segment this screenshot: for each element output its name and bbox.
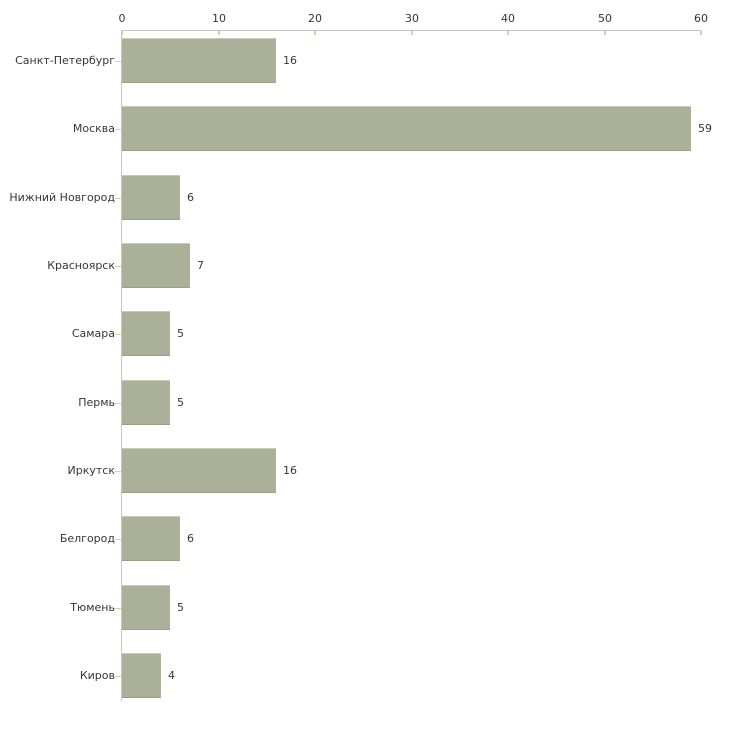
- x-axis-tick: [604, 31, 606, 35]
- bar-value-label: 6: [187, 191, 194, 204]
- x-axis-tick-label: 60: [694, 12, 708, 25]
- x-axis-tick: [507, 31, 509, 35]
- bar-value-label: 6: [187, 532, 194, 545]
- bar: [122, 380, 170, 425]
- category-label: Иркутск: [67, 464, 115, 477]
- x-axis-tick-label: 40: [501, 12, 515, 25]
- category-label: Санкт-Петербург: [15, 54, 115, 67]
- bar-value-label: 16: [283, 464, 297, 477]
- x-axis-tick-label: 20: [308, 12, 322, 25]
- bar-value-label: 5: [177, 601, 184, 614]
- y-axis-tick: [115, 198, 121, 199]
- bar: [122, 653, 161, 698]
- y-axis-tick: [115, 334, 121, 335]
- bar: [122, 311, 170, 356]
- category-label: Самара: [71, 327, 115, 340]
- x-axis-tick: [314, 31, 316, 35]
- x-axis-tick: [121, 31, 123, 35]
- bar: [122, 243, 190, 288]
- x-axis-tick: [700, 31, 702, 35]
- bar: [122, 38, 276, 83]
- bar: [122, 516, 180, 561]
- y-axis-tick: [115, 61, 121, 62]
- y-axis-tick: [115, 403, 121, 404]
- x-axis-tick-label: 50: [598, 12, 612, 25]
- bar-value-label: 7: [197, 259, 204, 272]
- bar: [122, 175, 180, 220]
- bar-value-label: 4: [168, 669, 175, 682]
- bar-value-label: 16: [283, 54, 297, 67]
- category-label: Белгород: [59, 532, 115, 545]
- category-label: Киров: [79, 669, 115, 682]
- x-axis-tick-label: 10: [212, 12, 226, 25]
- y-axis-tick: [115, 129, 121, 130]
- category-label: Красноярск: [47, 259, 115, 272]
- category-label: Пермь: [78, 396, 115, 409]
- x-axis-tick: [411, 31, 413, 35]
- category-label: Нижний Новгород: [9, 191, 115, 204]
- bar: [122, 585, 170, 630]
- bar-value-label: 5: [177, 327, 184, 340]
- y-axis-tick: [115, 266, 121, 267]
- category-label: Тюмень: [70, 601, 115, 614]
- y-axis-tick: [115, 608, 121, 609]
- bar-value-label: 59: [698, 122, 712, 135]
- bar: [122, 448, 276, 493]
- y-axis-tick: [115, 471, 121, 472]
- bar-value-label: 5: [177, 396, 184, 409]
- category-label: Москва: [72, 122, 115, 135]
- x-axis-tick-label: 30: [405, 12, 419, 25]
- x-axis-tick: [218, 31, 220, 35]
- x-axis-tick-label: 0: [118, 12, 126, 25]
- y-axis-tick: [115, 676, 121, 677]
- plot-area: [9, 12, 712, 701]
- bar: [122, 106, 691, 151]
- y-axis-tick: [115, 539, 121, 540]
